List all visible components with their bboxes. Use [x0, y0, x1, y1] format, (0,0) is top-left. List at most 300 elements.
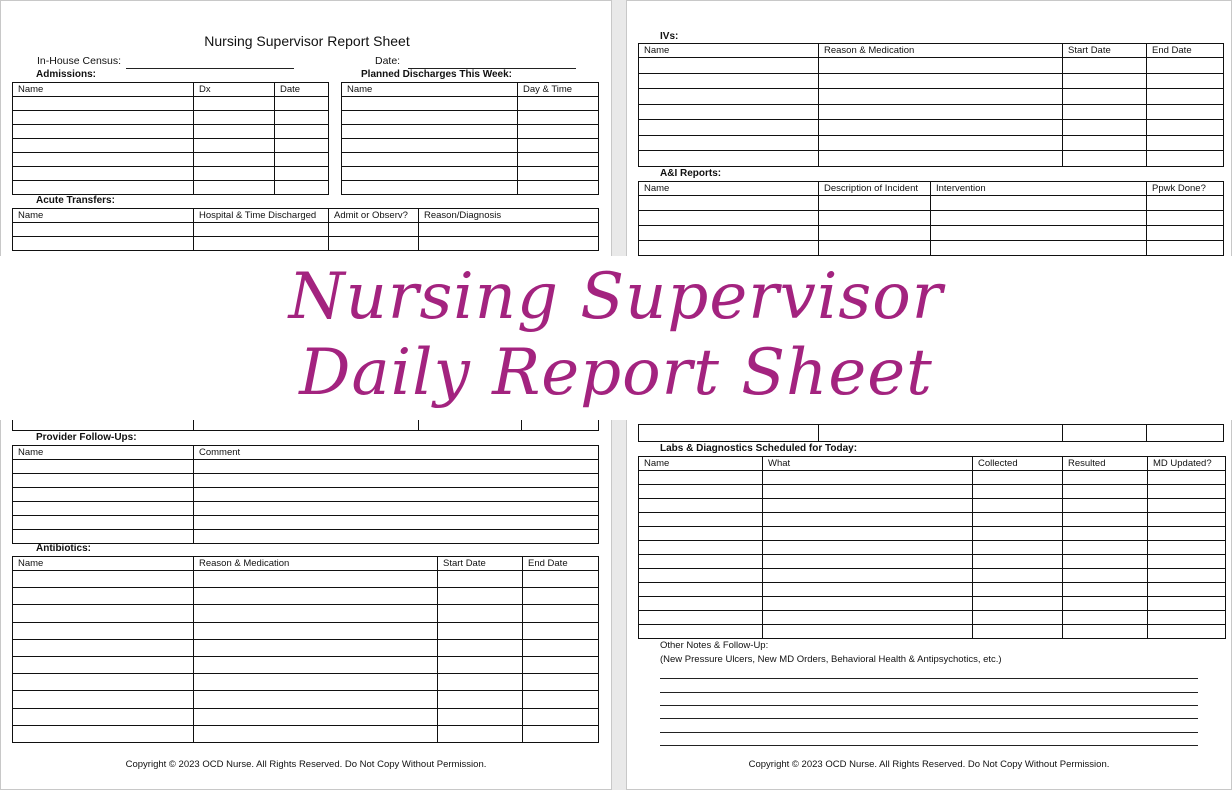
table-cell[interactable] [194, 125, 275, 139]
table-cell[interactable] [342, 181, 518, 195]
table-cell[interactable] [1148, 555, 1226, 569]
table-cell[interactable] [639, 135, 819, 151]
table-row [639, 625, 1226, 639]
table-cell[interactable] [1147, 211, 1224, 226]
table-cell[interactable] [523, 605, 599, 622]
table-cell[interactable] [438, 674, 523, 691]
table-cell[interactable] [819, 425, 1063, 442]
table-cell[interactable] [1063, 471, 1148, 485]
table-cell[interactable] [1147, 120, 1224, 136]
table-cell[interactable] [518, 181, 599, 195]
column-header: Name [639, 457, 763, 471]
table-cell[interactable] [1148, 485, 1226, 499]
table-cell[interactable] [763, 541, 973, 555]
table-cell[interactable] [523, 725, 599, 742]
table-cell[interactable] [523, 571, 599, 588]
table-cell[interactable] [973, 513, 1063, 527]
table-cell[interactable] [342, 125, 518, 139]
table-cell[interactable] [973, 569, 1063, 583]
table-row [639, 120, 1224, 136]
table-cell[interactable] [973, 597, 1063, 611]
table-cell[interactable] [973, 625, 1063, 639]
acute-table [12, 208, 599, 251]
table-row [13, 605, 599, 622]
table-cell[interactable] [973, 583, 1063, 597]
table-cell[interactable] [329, 237, 419, 251]
ai-table [638, 181, 1224, 256]
table-cell[interactable] [1063, 597, 1148, 611]
table-cell[interactable] [1063, 151, 1147, 167]
copyright-left: Copyright © 2023 OCD Nurse. All Rights Reserved. Do Not Copy Without Permission. [125, 759, 487, 770]
table-cell[interactable] [194, 605, 438, 622]
table-cell[interactable] [1148, 611, 1226, 625]
table-cell[interactable] [419, 419, 522, 431]
table-cell[interactable] [639, 513, 763, 527]
table-cell[interactable] [194, 571, 438, 588]
table-cell[interactable] [518, 139, 599, 153]
column-header: Start Date [1063, 44, 1147, 58]
table-cell[interactable] [523, 656, 599, 673]
table-cell[interactable] [194, 167, 275, 181]
table-cell[interactable] [13, 153, 194, 167]
table-row [639, 499, 1226, 513]
table-row [639, 89, 1224, 105]
table-cell[interactable] [763, 583, 973, 597]
table-cell[interactable] [13, 516, 194, 530]
table-cell[interactable] [438, 656, 523, 673]
table-cell[interactable] [819, 151, 1063, 167]
table-cell[interactable] [639, 471, 763, 485]
census-label: In-House Census: [37, 55, 122, 67]
table-cell[interactable] [194, 588, 438, 605]
table-cell[interactable] [13, 530, 194, 544]
table-cell[interactable] [13, 167, 194, 181]
table-cell[interactable] [1063, 73, 1147, 89]
table-cell[interactable] [194, 223, 329, 237]
table-cell[interactable] [1063, 569, 1148, 583]
table-row [13, 571, 599, 588]
column-header: Name [13, 83, 194, 97]
table-cell[interactable] [931, 241, 1147, 256]
table-row [639, 211, 1224, 226]
table-row [13, 139, 329, 153]
column-header: Description of Incident [819, 182, 931, 196]
table-cell[interactable] [819, 196, 931, 211]
table-cell[interactable] [342, 167, 518, 181]
table-row [13, 502, 599, 516]
table-cell[interactable] [275, 111, 329, 125]
table-row [13, 516, 599, 530]
ivs-table [638, 43, 1224, 167]
column-header: End Date [1147, 44, 1224, 58]
column-header: Name [639, 44, 819, 58]
table-cell[interactable] [13, 674, 194, 691]
table-cell[interactable] [1148, 541, 1226, 555]
table-cell[interactable] [13, 237, 194, 251]
labs-table [638, 456, 1226, 639]
table-cell[interactable] [1063, 555, 1148, 569]
table-cell[interactable] [639, 58, 819, 74]
acute-label: Acute Transfers: [36, 195, 115, 206]
table-cell[interactable] [194, 516, 599, 530]
table-cell[interactable] [639, 425, 819, 442]
table-cell[interactable] [342, 139, 518, 153]
table-cell[interactable] [1148, 625, 1226, 639]
table-cell[interactable] [763, 499, 973, 513]
table-cell[interactable] [1147, 58, 1224, 74]
table-cell[interactable] [973, 485, 1063, 499]
table-cell[interactable] [1063, 89, 1147, 105]
table-cell[interactable] [763, 555, 973, 569]
table-cell[interactable] [438, 639, 523, 656]
table-cell[interactable] [13, 725, 194, 742]
table-cell[interactable] [275, 181, 329, 195]
notes-line[interactable] [660, 732, 1198, 733]
table-cell[interactable] [194, 622, 438, 639]
table-cell[interactable] [1063, 625, 1148, 639]
table-cell[interactable] [13, 639, 194, 656]
table-cell[interactable] [973, 611, 1063, 625]
table-row [342, 97, 599, 111]
table-cell[interactable] [13, 571, 194, 588]
table-cell[interactable] [523, 691, 599, 708]
table-cell[interactable] [1148, 583, 1226, 597]
table-cell[interactable] [194, 460, 599, 474]
column-header: Comment [194, 446, 599, 460]
table-cell[interactable] [522, 419, 599, 431]
column-header: Reason & Medication [194, 557, 438, 571]
table-row [639, 611, 1226, 625]
table-cell[interactable] [194, 691, 438, 708]
table-cell[interactable] [13, 181, 194, 195]
table-cell[interactable] [518, 111, 599, 125]
table-cell[interactable] [639, 583, 763, 597]
table-cell[interactable] [639, 541, 763, 555]
table-cell[interactable] [275, 97, 329, 111]
table-row [639, 513, 1226, 527]
admissions-table [12, 82, 329, 195]
table-cell[interactable] [819, 58, 1063, 74]
table-row [639, 471, 1226, 485]
table-cell[interactable] [13, 622, 194, 639]
table-row [13, 674, 599, 691]
table-cell[interactable] [763, 569, 973, 583]
table-cell[interactable] [1063, 611, 1148, 625]
column-header: Name [13, 446, 194, 460]
table-cell[interactable] [639, 211, 819, 226]
table-cell[interactable] [639, 241, 819, 256]
column-header: Resulted [1063, 457, 1148, 471]
table-cell[interactable] [639, 120, 819, 136]
table-cell[interactable] [518, 153, 599, 167]
table-cell[interactable] [819, 135, 1063, 151]
table-row [13, 167, 329, 181]
table-row [13, 708, 599, 725]
table-cell[interactable] [194, 97, 275, 111]
table-cell[interactable] [438, 725, 523, 742]
table-cell[interactable] [194, 656, 438, 673]
table-row [13, 97, 329, 111]
notes-line[interactable] [660, 678, 1198, 679]
table-row [342, 181, 599, 195]
table-row [639, 135, 1224, 151]
table-cell[interactable] [973, 541, 1063, 555]
column-header: Dx [194, 83, 275, 97]
table-row [13, 639, 599, 656]
table-cell[interactable] [194, 237, 329, 251]
table-row [13, 181, 329, 195]
table-cell[interactable] [194, 488, 599, 502]
table-row [639, 58, 1224, 74]
table-cell[interactable] [194, 502, 599, 516]
table-cell[interactable] [1063, 104, 1147, 120]
table-cell[interactable] [1148, 597, 1226, 611]
table-cell[interactable] [1148, 471, 1226, 485]
page-title: Nursing Supervisor Report Sheet [204, 33, 410, 49]
table-cell[interactable] [1147, 241, 1224, 256]
table-row [13, 488, 599, 502]
table-cell[interactable] [1147, 425, 1224, 442]
table-cell[interactable] [1148, 499, 1226, 513]
table-cell[interactable] [973, 499, 1063, 513]
table-cell[interactable] [194, 530, 599, 544]
table-row [342, 139, 599, 153]
table-cell[interactable] [639, 611, 763, 625]
table-cell[interactable] [523, 588, 599, 605]
table-cell[interactable] [1147, 226, 1224, 241]
table-cell[interactable] [13, 691, 194, 708]
table-cell[interactable] [763, 513, 973, 527]
table-cell[interactable] [194, 419, 419, 431]
column-header: What [763, 457, 973, 471]
table-row [639, 196, 1224, 211]
table-row [13, 153, 329, 167]
table-row [13, 237, 599, 251]
table-cell[interactable] [639, 597, 763, 611]
notes-line[interactable] [660, 745, 1198, 746]
table-header-row [13, 209, 599, 223]
table-cell[interactable] [639, 485, 763, 499]
column-header: End Date [523, 557, 599, 571]
table-cell[interactable] [1063, 499, 1148, 513]
labs-label: Labs & Diagnostics Scheduled for Today: [660, 443, 858, 454]
antibiotics-label: Antibiotics: [36, 543, 91, 554]
table-cell[interactable] [419, 237, 599, 251]
discharges-table [341, 82, 599, 195]
table-row [342, 153, 599, 167]
table-cell[interactable] [1063, 527, 1148, 541]
table-cell[interactable] [523, 708, 599, 725]
notes-line[interactable] [660, 692, 1198, 693]
table-cell[interactable] [1063, 120, 1147, 136]
table-cell[interactable] [1148, 527, 1226, 541]
table-row [639, 555, 1226, 569]
table-cell[interactable] [275, 139, 329, 153]
table-cell[interactable] [194, 725, 438, 742]
column-header: Name [13, 209, 194, 223]
table-cell[interactable] [1063, 135, 1147, 151]
table-cell[interactable] [13, 656, 194, 673]
table-cell[interactable] [275, 167, 329, 181]
table-cell[interactable] [763, 527, 973, 541]
table-cell[interactable] [438, 571, 523, 588]
table-cell[interactable] [819, 73, 1063, 89]
table-row [13, 474, 599, 488]
table-cell[interactable] [1063, 541, 1148, 555]
table-cell[interactable] [1063, 58, 1147, 74]
table-row [13, 725, 599, 742]
table-cell[interactable] [13, 460, 194, 474]
table-cell[interactable] [973, 527, 1063, 541]
table-cell[interactable] [1063, 583, 1148, 597]
column-header: Reason & Medication [819, 44, 1063, 58]
table-header-row [13, 83, 329, 97]
table-cell[interactable] [523, 622, 599, 639]
table-cell[interactable] [639, 73, 819, 89]
table-cell[interactable] [194, 139, 275, 153]
table-cell[interactable] [194, 111, 275, 125]
table-cell[interactable] [1147, 89, 1224, 105]
table-row [639, 151, 1224, 167]
census-field[interactable] [126, 68, 294, 69]
ai-label: A&I Reports: [660, 168, 722, 179]
table-cell[interactable] [13, 502, 194, 516]
table-cell[interactable] [275, 125, 329, 139]
table-cell[interactable] [819, 89, 1063, 105]
table-cell[interactable] [639, 569, 763, 583]
table-row [13, 460, 599, 474]
table-cell[interactable] [639, 555, 763, 569]
table-cell[interactable] [419, 223, 599, 237]
table-cell[interactable] [819, 104, 1063, 120]
table-cell[interactable] [13, 223, 194, 237]
notes-label: Other Notes & Follow-Up: [660, 640, 769, 651]
column-header: Day & Time [518, 83, 599, 97]
column-header: Hospital & Time Discharged [194, 209, 329, 223]
table-cell[interactable] [819, 241, 931, 256]
column-header: Ppwk Done? [1147, 182, 1224, 196]
table-cell[interactable] [13, 139, 194, 153]
table-row [639, 485, 1226, 499]
notes-line[interactable] [660, 718, 1198, 719]
table-cell[interactable] [1148, 513, 1226, 527]
table-row [639, 73, 1224, 89]
table-cell[interactable] [1147, 104, 1224, 120]
table-cell[interactable] [931, 211, 1147, 226]
table-row [639, 527, 1226, 541]
column-header: MD Updated? [1148, 457, 1226, 471]
table-cell[interactable] [819, 211, 931, 226]
table-header-row [639, 44, 1224, 58]
table-cell[interactable] [639, 226, 819, 241]
table-header-row [639, 457, 1226, 471]
notes-hint: (New Pressure Ulcers, New MD Orders, Behavioral Health & Antipsychotics, etc.) [660, 654, 1002, 665]
table-cell[interactable] [13, 125, 194, 139]
table-cell[interactable] [518, 97, 599, 111]
table-cell[interactable] [819, 120, 1063, 136]
table-row [13, 588, 599, 605]
table-cell[interactable] [1148, 569, 1226, 583]
table-cell[interactable] [639, 151, 819, 167]
table-cell[interactable] [194, 474, 599, 488]
table-cell[interactable] [1063, 425, 1147, 442]
table-cell[interactable] [13, 588, 194, 605]
table-cell[interactable] [194, 181, 275, 195]
notes-line[interactable] [660, 705, 1198, 706]
table-cell[interactable] [13, 111, 194, 125]
table-cell[interactable] [1147, 196, 1224, 211]
table-cell[interactable] [194, 639, 438, 656]
table-cell[interactable] [194, 153, 275, 167]
table-cell[interactable] [763, 485, 973, 499]
table-cell[interactable] [763, 625, 973, 639]
column-header: Date [275, 83, 329, 97]
table-cell[interactable] [438, 605, 523, 622]
table-cell[interactable] [973, 555, 1063, 569]
table-cell[interactable] [763, 597, 973, 611]
column-header: Name [639, 182, 819, 196]
table-cell[interactable] [13, 474, 194, 488]
table-cell[interactable] [438, 708, 523, 725]
table-cell[interactable] [931, 196, 1147, 211]
table-cell[interactable] [518, 167, 599, 181]
table-cell[interactable] [819, 226, 931, 241]
table-cell[interactable] [639, 625, 763, 639]
table-header-row [13, 446, 599, 460]
table-cell[interactable] [931, 226, 1147, 241]
table-cell[interactable] [639, 89, 819, 105]
table-cell[interactable] [763, 611, 973, 625]
table-cell[interactable] [13, 708, 194, 725]
table-cell[interactable] [194, 674, 438, 691]
table-row [639, 569, 1226, 583]
table-cell[interactable] [639, 196, 819, 211]
table-cell[interactable] [639, 499, 763, 513]
table-cell[interactable] [523, 674, 599, 691]
table-cell[interactable] [763, 471, 973, 485]
banner-line-1: Nursing Supervisor [288, 260, 944, 334]
table-row [13, 622, 599, 639]
table-cell[interactable] [13, 488, 194, 502]
table-row [639, 583, 1226, 597]
table-cell[interactable] [1063, 513, 1148, 527]
table-row [13, 656, 599, 673]
table-cell[interactable] [1147, 73, 1224, 89]
table-cell[interactable] [438, 588, 523, 605]
table-cell[interactable] [438, 622, 523, 639]
table-cell[interactable] [13, 605, 194, 622]
table-cell[interactable] [342, 97, 518, 111]
table-cell[interactable] [523, 639, 599, 656]
table-cell[interactable] [13, 97, 194, 111]
table-row [13, 530, 599, 544]
table-cell[interactable] [342, 111, 518, 125]
table-cell[interactable] [973, 471, 1063, 485]
table-cell[interactable] [1147, 151, 1224, 167]
table-cell[interactable] [275, 153, 329, 167]
table-cell[interactable] [329, 223, 419, 237]
table-cell[interactable] [639, 527, 763, 541]
table-cell[interactable] [194, 708, 438, 725]
table-cell[interactable] [1063, 485, 1148, 499]
table-cell[interactable] [342, 153, 518, 167]
table-cell[interactable] [1147, 135, 1224, 151]
table-cell[interactable] [13, 419, 194, 431]
table-cell[interactable] [438, 691, 523, 708]
table-row [342, 167, 599, 181]
table-cell[interactable] [518, 125, 599, 139]
table-cell[interactable] [639, 104, 819, 120]
